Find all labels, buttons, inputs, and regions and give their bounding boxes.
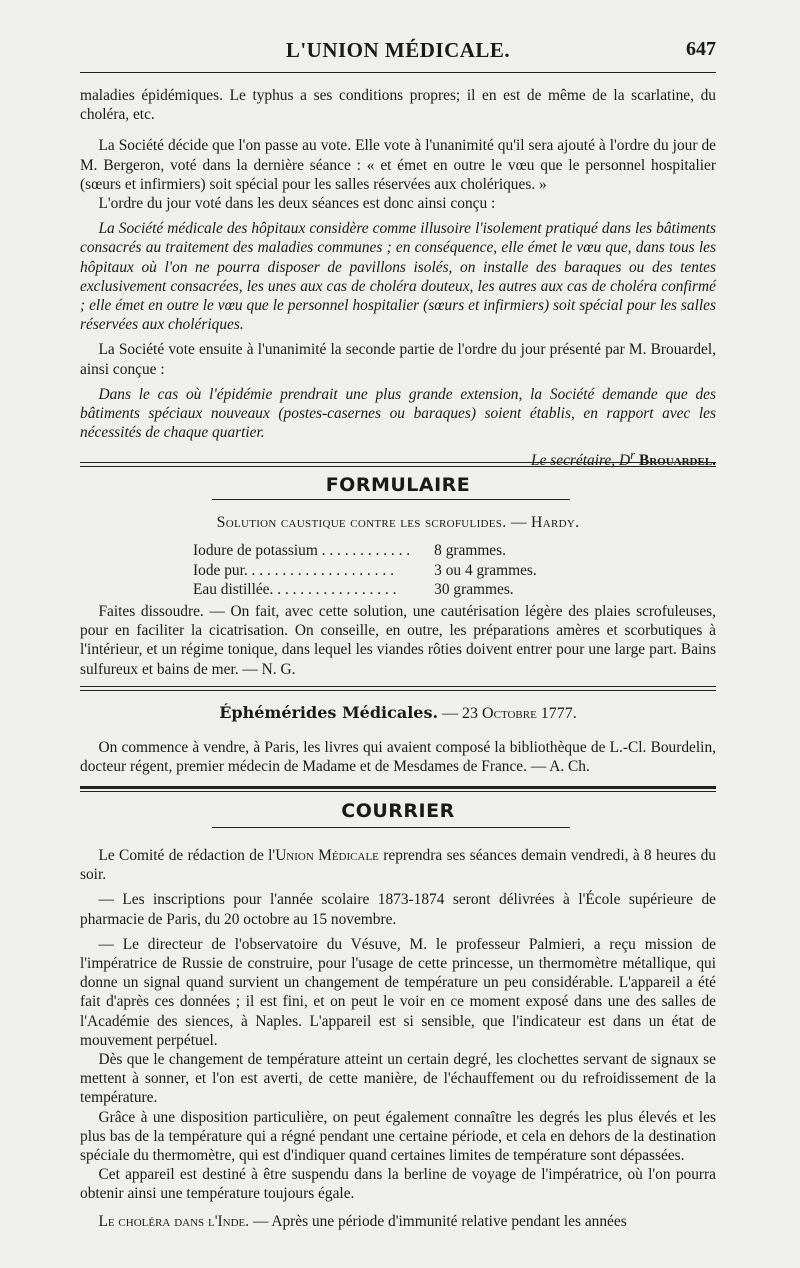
courrier-berline: Cet appareil est destiné à être suspendu dans la berline de voyage de l'impératrice, où l'on pourra obtenir ainsi une température toujours égale. [80, 1166, 716, 1203]
committee-text-b: reprendra ses séances demain vendredi, à 8 heures du soir. [80, 847, 716, 884]
courrier-disposition: Grâce à une disposition particulière, on peut également connaître les degrés les plus élevés et les plus bas de la température qui a régné pendant une certaine période, et cela en dehors de la destination spéciale du thermomètre, qui est d'indiquer quand certaines limites de température sont dépassées. [80, 1108, 716, 1165]
cholera-india-heading: Le choléra dans l'Inde. [98, 1212, 250, 1230]
formulaire-subtitle-text: Solution caustique contre les scrofulides. — Hardy. [216, 514, 580, 531]
courrier-cholera-india [80, 1212, 716, 1231]
courrier-signals: Dès que le changement de température atteint un certain degré, les clochettes servant de signaux se mettent à sonner, et l'on est averti, de cette manière, de l'échauffement ou du refroidissement de la température. [80, 1051, 716, 1107]
formulaire-heading: FORMULAIRE [325, 474, 471, 496]
formulaire-underline [212, 499, 570, 500]
ephemerides-block [80, 738, 716, 776]
courrier-committee [80, 846, 716, 884]
recipe-row [193, 541, 537, 561]
ephemerides-heading [80, 703, 716, 723]
section-divider [80, 686, 716, 691]
recipe-item: Iode pur. . . . . . . . . . . . . . . . . . . . [193, 561, 394, 579]
recipe-item: Eau distillée. . . . . . . . . . . . . . . . . [193, 581, 397, 599]
journal-title: L'UNION MÉDICALE. [285, 38, 511, 62]
formulaire-text: Faites dissoudre. — On fait, avec cette solution, une cautérisation légère des plaies scrofuleuses, pour en faciliter la cicatrisation. On conseille, en outre, les préparations amères et scorbutiques à l'intérieur, et un régime tonique, dans lequel les viandes rôties doivent entrer pour une large part. Bains sulfureux et bains de mer. — N. G. [80, 603, 716, 678]
courrier-vesuvius: — Le directeur de l'observatoire du Vésuve, M. le professeur Palmieri, a reçu mission de l'impératrice de Russie de construire, pour l'usage de cette princesse, un thermomètre métallique, qui donne un signal quand survient un changement de température un peu considérable. L'appareil a été fait d'après ces données ; il est fini, et on peut le voir en ce moment exposé dans une des salles de l'Académie des siences, à Naples. L'appareil est si sensible, que l'indicateur est dans un état de mouvement perpétuel. [80, 935, 716, 1049]
signature-name: Brouardel. [638, 452, 716, 470]
ephemerides-title: Éphémérides Médicales. [219, 703, 439, 722]
society-section [80, 86, 716, 471]
paragraph-epidemics: maladies épidémiques. Le typhus a ses conditions propres; il en est de même de la scarlatine, du choléra, etc. [80, 87, 716, 124]
paragraph-order: L'ordre du jour voté dans les deux séances est donc ainsi conçu : [98, 195, 496, 213]
recipe-amount: 30 grammes. [434, 581, 514, 599]
recipe-amount: 8 grammes. [434, 542, 506, 559]
courrier-heading: COURRIER [341, 800, 455, 822]
recipe-row [193, 561, 537, 581]
section-divider [80, 462, 716, 467]
recipe-item: Iodure de potassium . . . . . . . . . . . . [193, 542, 411, 559]
ephemerides-date: — 23 Octobre 1777. [442, 705, 577, 722]
paragraph-second-vote: La Société vote ensuite à l'unanimité la seconde partie de l'ordre du jour présenté par M. Brouardel, ainsi conçue : [80, 341, 716, 378]
paragraph-resolution: La Société médicale des hôpitaux considère comme illusoire l'isolement pratiqué dans les bâtiments consacrés au traitement des maladies communes ; en conséquence, elle émet le vœu que, dans tous les hôpitaux où l'on ne pourra disposer de pavillons isolés, on installe des baraques ou des tentes exclusivement consacrées, les unes aux cas de choléra douteux, les autres aux cas de choléra confirmé ; elle émet en outre le vœu que le personnel hospitalier (sœurs et infirmiers) soit spécial pour les salles réservées aux cholériques. [80, 220, 716, 334]
section-divider [80, 786, 716, 792]
committee-journal: Union Médicale [275, 847, 379, 864]
cholera-india-text: — Après une période d'immunité relative pendant les années [249, 1212, 627, 1230]
paragraph-vote: La Société décide que l'on passe au vote. Elle vote à l'unanimité qu'il sera ajouté à l'ordre du jour de M. Bergeron, voté dans la dernière séance : « et émet en outre le vœu que le personnel hospitalier (sœurs et infirmiers) soit spécial pour les salles réservées aux cholériques. » [80, 137, 716, 193]
courrier-section [80, 846, 716, 1231]
signature-prefix: Le secrétaire, D [531, 452, 631, 470]
ephemerides-text: On commence à vendre, à Paris, les livres qui avaient composé la bibliothèque de L.-Cl. Bourdelin, docteur régent, premier médecin de Madame et de Mesdames de France. — A. Ch. [80, 739, 716, 776]
formulaire-subtitle [80, 514, 716, 532]
page-number: 647 [686, 38, 716, 60]
paragraph-second-resolution: Dans le cas où l'épidémie prendrait une plus grande extension, la Société demande que des bâtiments spéciaux nouveaux (postes-casernes ou baraques) soient établis, en rapport avec les nécessités de chaque quartier. [80, 385, 716, 442]
formulaire-text-block [80, 602, 716, 679]
signature [80, 446, 716, 470]
recipe-row [193, 580, 537, 600]
page-header [80, 38, 716, 68]
recipe-table [193, 541, 537, 600]
header-rule [80, 72, 716, 73]
committee-text-a: Le Comité de rédaction de l' [98, 847, 276, 864]
courrier-inscriptions: — Les inscriptions pour l'année scolaire 1873-1874 seront délivrées à l'École supérieure de pharmacie de Paris, du 20 octobre au 15 novembre. [80, 891, 716, 928]
signature-sup: r [630, 448, 636, 463]
courrier-underline [212, 827, 570, 828]
recipe-amount: 3 ou 4 grammes. [434, 561, 537, 579]
